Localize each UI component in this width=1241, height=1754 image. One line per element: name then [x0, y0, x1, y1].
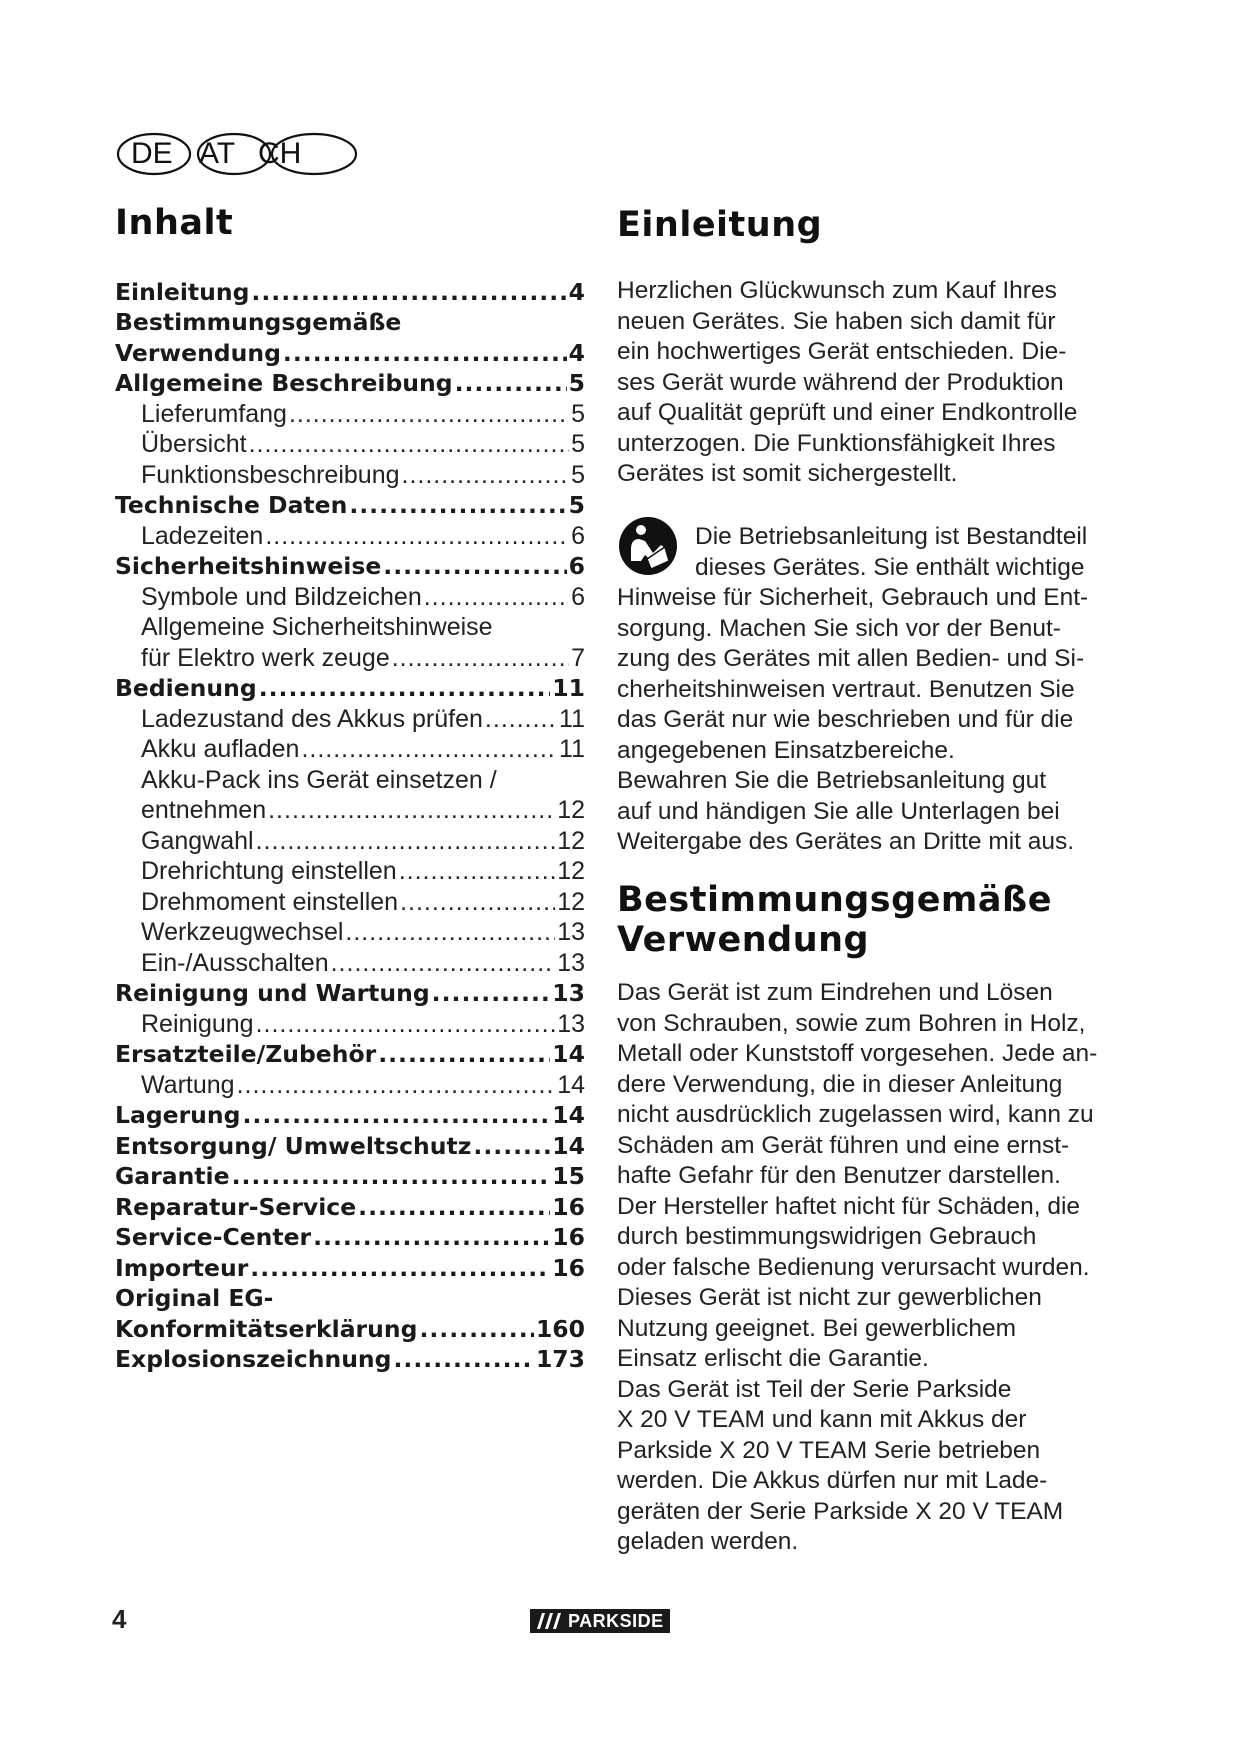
intro-line: ein hochwertiges Gerät entschieden. Die-: [617, 338, 1067, 365]
logo-text: PARKSIDE: [566, 1609, 670, 1633]
toc-leader-dots: [392, 643, 569, 673]
toc-leader-dots: [378, 1039, 550, 1069]
toc-entry: [115, 307, 585, 338]
toc-entry-title: Reinigung: [141, 1009, 254, 1038]
toc-entry-page: 7: [571, 643, 585, 672]
toc-entry: [115, 459, 585, 490]
intro-line: neuen Gerätes. Sie haben sich damit für: [617, 307, 1056, 335]
toc-entry-title: Importeur: [115, 1253, 249, 1282]
toc-entry: [115, 337, 585, 368]
toc-entry-title: Garantie: [115, 1162, 230, 1190]
toc-entry-page: 5: [571, 399, 585, 428]
toc-entry-title: Lagerung: [115, 1101, 241, 1129]
toc-entry-title: Einleitung: [115, 277, 250, 306]
toc-entry: [115, 1008, 585, 1039]
note-line: sorgung. Machen Sie sich vor der Benut-: [617, 614, 1061, 642]
toc-entry: [115, 856, 585, 887]
toc-leader-dots: [265, 521, 569, 551]
toc-entry-page: 15: [552, 1162, 585, 1190]
usage-line: Schäden am Gerät führen und eine ernst-: [617, 1131, 1070, 1159]
toc-entry: [115, 1283, 585, 1314]
section-heading-verwendung: [617, 880, 1052, 960]
toc-entry: [115, 642, 585, 673]
usage-paragraph: [617, 978, 1098, 1558]
toc-entry-title: Bestimmungsgemäße: [115, 308, 402, 336]
toc-leader-dots: [399, 856, 555, 886]
toc-entry-title: Übersicht: [141, 430, 247, 458]
toc-entry: [115, 886, 585, 917]
toc-entry-page: 11: [552, 674, 585, 702]
toc-entry-page: 6: [571, 582, 585, 611]
usage-line: Der Hersteller haftet nicht für Schäden, die: [617, 1192, 1081, 1220]
usage-line: Dieses Gerät ist nicht zur gewerblichen: [617, 1284, 1042, 1311]
intro-line: Herzlichen Glückwunsch zum Kauf Ihres: [617, 277, 1057, 304]
toc-entry: [115, 520, 585, 551]
toc-leader-dots: [289, 399, 569, 429]
toc-leader-dots: [251, 277, 566, 307]
note-line: zung des Gerätes mit allen Bedien- und Si-: [617, 645, 1085, 672]
toc-entry-title: für Elektro werk zeuge: [141, 643, 390, 672]
toc-entry: [115, 1344, 585, 1375]
toc-leader-dots: [383, 551, 566, 581]
toc-leader-dots: [424, 582, 569, 612]
toc-entry-page: 13: [557, 948, 585, 977]
toc-entry-page: 12: [557, 796, 585, 824]
toc-entry-page: 16: [552, 1192, 585, 1221]
toc-entry-title: Entsorgung/ Umweltschutz: [115, 1131, 472, 1160]
usage-line: Parkside X 20 V TEAM Serie betrieben: [617, 1436, 1041, 1464]
usage-line: Das Gerät ist Teil der Serie Parkside: [617, 1375, 1012, 1403]
toc-leader-dots: [419, 1314, 534, 1344]
intro-line: ses Gerät wurde während der Produktion: [617, 368, 1064, 396]
toc-entry: [115, 1100, 585, 1131]
toc-entry: [115, 1313, 585, 1344]
country-code-de: DE: [131, 137, 173, 170]
note-first-lines: [695, 522, 1095, 583]
usage-line: werden. Die Akkus dürfen nur mit Lade-: [617, 1467, 1048, 1494]
toc-leader-dots: [313, 1222, 550, 1252]
toc-leader-dots: [301, 734, 557, 764]
toc-entry: [115, 276, 585, 307]
note-line: Die Betriebsanleitung ist Bestandteil: [695, 523, 1088, 550]
note-line: cherheitshinweisen vertraut. Benutzen Sie: [617, 675, 1075, 703]
note-line: Weitergabe des Gerätes an Dritte mit aus.: [617, 828, 1075, 855]
usage-line: Nutzung geeignet. Bei gewerblichem: [617, 1314, 1017, 1342]
heading-line-1: Bestimmungsgemäße: [617, 880, 1052, 920]
toc-leader-dots: [393, 1344, 533, 1374]
page-number: 4: [112, 1604, 127, 1634]
usage-line: Einsatz erlischt die Garantie.: [617, 1345, 929, 1372]
usage-line: geräten der Serie Parkside X 20 V TEAM: [617, 1497, 1064, 1525]
toc-entry-page: 13: [552, 979, 585, 1007]
toc-entry-page: 5: [568, 369, 585, 397]
section-heading-einleitung: Einleitung: [617, 205, 823, 245]
toc-entry: [115, 612, 585, 643]
toc-entry: [115, 673, 585, 704]
usage-line: oder falsche Bedienung verursacht wurden.: [617, 1253, 1090, 1281]
toc-entry-title: Drehrichtung einstellen: [141, 857, 397, 885]
toc-entry: [115, 703, 585, 734]
toc-leader-dots: [473, 1131, 550, 1161]
toc-entry-page: 4: [568, 277, 585, 306]
toc-entry: [115, 581, 585, 612]
toc-leader-dots: [256, 826, 556, 856]
toc-leader-dots: [256, 1009, 556, 1039]
toc-leader-dots: [358, 1192, 550, 1222]
toc-entry: [115, 947, 585, 978]
table-of-contents: [115, 276, 585, 1374]
usage-line: Metall oder Kunststoff vorgesehen. Jede an-: [617, 1040, 1098, 1067]
toc-entry-page: 5: [571, 460, 585, 489]
usage-line: hafte Gefahr für den Benutzer darstellen.: [617, 1162, 1061, 1189]
note-line: das Gerät nur wie beschrieben und für die: [617, 706, 1074, 733]
intro-paragraph: [617, 276, 1092, 490]
toc-entry-page: 11: [559, 704, 585, 733]
toc-entry-page: 16: [552, 1223, 585, 1251]
usage-line: dere Verwendung, die in dieser Anleitung: [617, 1070, 1063, 1098]
toc-entry-title: Allgemeine Beschreibung: [115, 369, 453, 397]
note-line: dieses Gerätes. Sie enthält wichtige: [695, 553, 1085, 581]
note-line: Hinweise für Sicherheit, Gebrauch und Ent-: [617, 584, 1089, 611]
toc-entry-title: Verwendung: [115, 338, 281, 367]
read-manual-icon: [617, 515, 679, 577]
toc-entry: [115, 978, 585, 1009]
toc-entry-title: Werkzeugwechsel: [141, 918, 344, 946]
toc-leader-dots: [331, 948, 556, 978]
toc-leader-dots: [400, 887, 555, 917]
toc-entry-title: Funktionsbeschreibung: [141, 460, 400, 489]
toc-entry-page: 12: [557, 887, 585, 916]
toc-entry-title: Symbole und Bildzeichen: [141, 582, 422, 611]
toc-entry-page: 11: [559, 735, 585, 763]
toc-entry: [115, 1191, 585, 1222]
toc-leader-dots: [402, 460, 570, 490]
country-badge: [115, 131, 360, 177]
usage-line: Das Gerät ist zum Eindrehen und Lösen: [617, 979, 1053, 1006]
toc-entry-title: Ladezustand des Akkus prüfen: [141, 704, 483, 733]
toc-entry-page: 160: [535, 1314, 585, 1343]
toc-entry-title: Allgemeine Sicherheitshinweise: [141, 613, 493, 641]
note-paragraph: [617, 583, 1092, 858]
toc-leader-dots: [249, 429, 570, 459]
toc-entry: [115, 1252, 585, 1283]
note-line: auf und händigen Sie alle Unterlagen bei: [617, 797, 1060, 825]
toc-entry: [115, 429, 585, 460]
toc-entry-title: Lieferumfang: [141, 399, 287, 428]
toc-leader-dots: [283, 338, 567, 368]
toc-leader-dots: [232, 1161, 551, 1191]
toc-entry-title: Konformitätserklärung: [115, 1314, 418, 1343]
toc-entry-page: 5: [568, 491, 585, 519]
toc-leader-dots: [268, 795, 555, 825]
toc-entry-page: 14: [557, 1070, 585, 1099]
note-line: angegebenen Einsatzbereiche.: [617, 736, 955, 764]
toc-entry-title: Akku-Pack ins Gerät einsetzen /: [141, 765, 497, 794]
toc-entry-title: Reparatur-Service: [115, 1192, 357, 1221]
toc-entry-title: Ein-/Ausschalten: [141, 948, 329, 977]
toc-entry-page: 14: [552, 1101, 585, 1129]
toc-entry: [115, 917, 585, 948]
toc-entry-page: 14: [552, 1131, 585, 1160]
toc-entry-page: 13: [557, 918, 585, 946]
toc-entry-page: 13: [557, 1009, 585, 1038]
toc-entry: [115, 1069, 585, 1100]
toc-entry-page: 5: [571, 430, 585, 458]
toc-entry-page: 6: [568, 552, 585, 580]
toc-entry: [115, 825, 585, 856]
toc-heading: Inhalt: [115, 203, 234, 243]
country-code-at: AT: [199, 137, 236, 170]
toc-entry: [115, 764, 585, 795]
toc-entry-page: 173: [535, 1345, 585, 1373]
usage-line: nicht ausdrücklich zugelassen wird, kann zu: [617, 1101, 1094, 1128]
toc-leader-dots: [349, 490, 566, 520]
usage-line: durch bestimmungswidrigen Gebrauch: [617, 1223, 1037, 1250]
toc-entry-title: Wartung: [141, 1070, 235, 1099]
toc-entry-page: 12: [557, 857, 585, 885]
toc-leader-dots: [455, 368, 567, 398]
toc-entry-title: Gangwahl: [141, 826, 254, 855]
note-line: Bewahren Sie die Betriebsanleitung gut: [617, 767, 1047, 794]
usage-line: geladen werden.: [617, 1528, 799, 1555]
intro-line: auf Qualität geprüft und einer Endkontrolle: [617, 399, 1078, 426]
toc-leader-dots: [250, 1253, 550, 1283]
toc-entry-title: Ladezeiten: [141, 521, 264, 550]
parkside-logo: [530, 1609, 670, 1633]
intro-line: Gerätes ist somit sichergestellt.: [617, 460, 958, 487]
toc-entry-page: 6: [571, 521, 585, 550]
toc-entry-title: Explosionszeichnung: [115, 1345, 392, 1373]
toc-leader-dots: [237, 1070, 556, 1100]
toc-leader-dots: [432, 978, 551, 1008]
toc-entry-title: Service-Center: [115, 1223, 312, 1251]
toc-entry: [115, 1039, 585, 1070]
toc-leader-dots: [242, 1100, 550, 1130]
toc-entry-page: 14: [552, 1040, 585, 1068]
toc-entry: [115, 398, 585, 429]
toc-entry: [115, 795, 585, 826]
usage-line: von Schrauben, sowie zum Bohren in Holz,: [617, 1009, 1086, 1037]
toc-entry-title: Original EG-: [115, 1284, 274, 1312]
logo-stripes-icon: [530, 1609, 566, 1633]
toc-entry-page: 4: [568, 338, 585, 367]
toc-entry: [115, 1222, 585, 1253]
toc-entry: [115, 1130, 585, 1161]
toc-entry-page: 16: [552, 1253, 585, 1282]
toc-entry: [115, 490, 585, 521]
country-code-ch: CH: [258, 137, 302, 170]
toc-entry-title: entnehmen: [141, 796, 267, 824]
toc-entry-title: Technische Daten: [115, 491, 348, 519]
toc-entry: [115, 1161, 585, 1192]
toc-entry-title: Reinigung und Wartung: [115, 979, 430, 1007]
usage-line: X 20 V TEAM und kann mit Akkus der: [617, 1406, 1027, 1433]
toc-leader-dots: [259, 673, 551, 703]
heading-line-2: Verwendung: [617, 920, 870, 960]
toc-entry-title: Akku aufladen: [141, 735, 300, 763]
toc-entry: [115, 368, 585, 399]
toc-entry-title: Sicherheitshinweise: [115, 552, 382, 580]
toc-entry-title: Drehmoment einstellen: [141, 887, 399, 916]
intro-line: unterzogen. Die Funktionsfähigkeit Ihres: [617, 429, 1056, 457]
toc-leader-dots: [345, 917, 555, 947]
toc-entry-title: Ersatzteile/Zubehör: [115, 1040, 377, 1068]
toc-entry-title: Bedienung: [115, 674, 257, 702]
toc-entry: [115, 551, 585, 582]
toc-entry: [115, 734, 585, 765]
toc-leader-dots: [485, 704, 557, 734]
toc-entry-page: 12: [557, 826, 585, 855]
